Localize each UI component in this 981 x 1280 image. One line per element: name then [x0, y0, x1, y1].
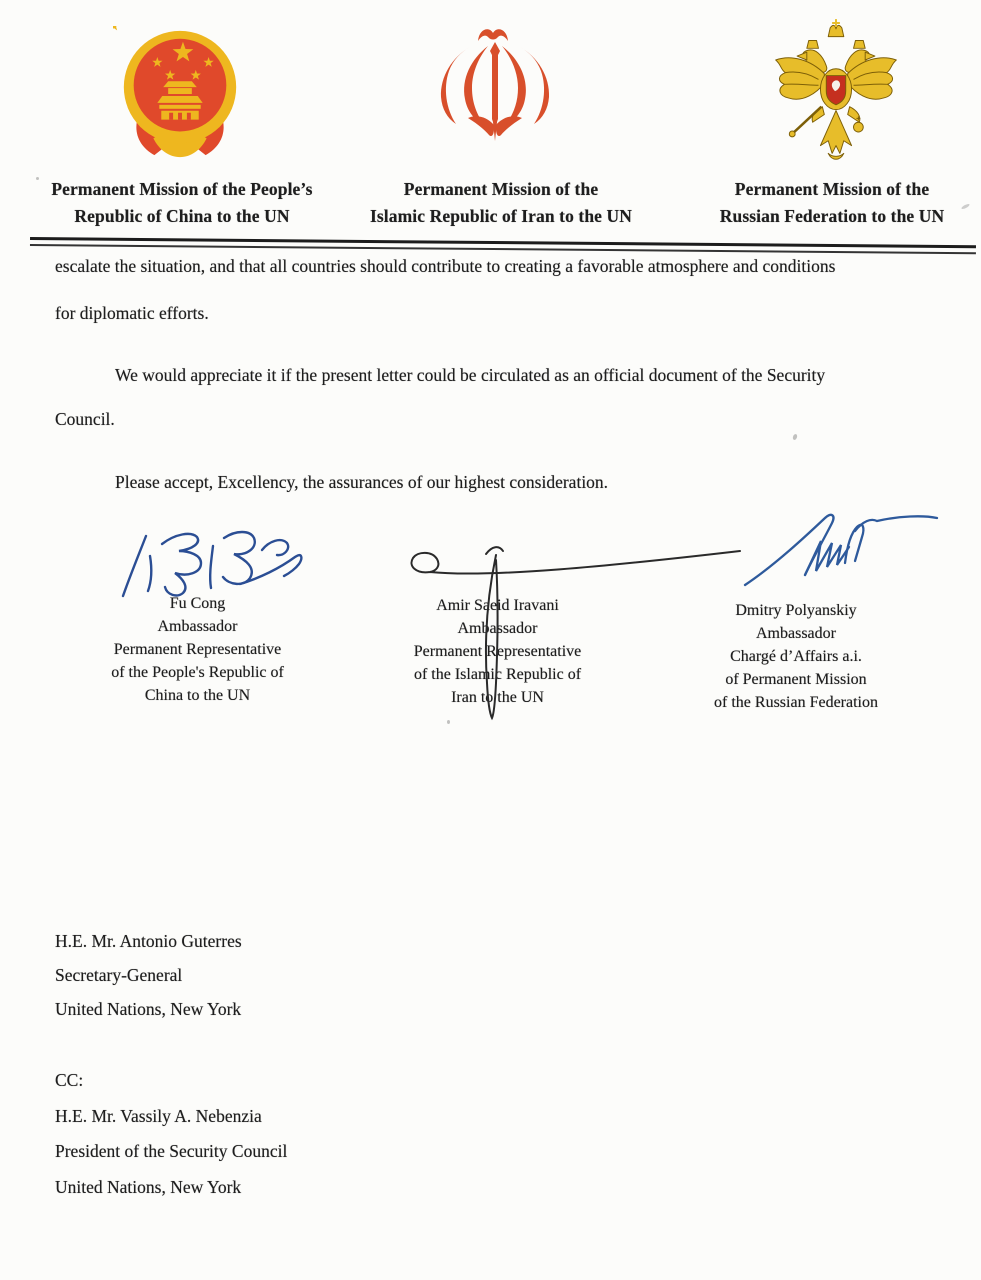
cc-recipient-location: United Nations, New York — [55, 1176, 242, 1197]
signatory-title: Iran to the UN — [451, 689, 544, 706]
signature-block-iran — [375, 594, 620, 709]
dmitry-polyanskiy-handwritten-signature — [737, 503, 952, 598]
body-paragraph2-line1: We would appreciate it if the present letter could be circulated as an official document of the Security — [115, 365, 826, 385]
mission-header-russia-line2: Russian Federation to the UN — [719, 206, 945, 226]
scan-speck — [36, 177, 39, 180]
signatory-name: Dmitry Polyanskiy — [735, 602, 857, 619]
signature-block-russia — [672, 599, 920, 714]
body-paragraph1-line2: for diplomatic efforts. — [55, 303, 209, 323]
signatory-title: of the Russian Federation — [714, 694, 878, 711]
signature-block-china — [75, 592, 320, 707]
signatory-name: Amir Saeid Iravani — [436, 597, 559, 614]
addressee-title: Secretary-General — [55, 965, 183, 985]
mission-header-iran-line2: Islamic Republic of Iran to the UN — [369, 206, 632, 226]
header-divider-rule — [30, 237, 976, 254]
signatory-title: China to the UN — [144, 687, 251, 704]
mission-header-russia — [682, 176, 981, 230]
russia-coat-of-arms-emblem — [764, 16, 908, 176]
iran-emblem-allah-symbol — [441, 29, 549, 141]
signatory-title: Permanent Representative — [413, 643, 582, 660]
signatory-title: Ambassador — [157, 618, 238, 635]
cc-recipient-title: President of the Security Council — [55, 1141, 288, 1161]
china-national-emblem — [113, 26, 247, 162]
mission-header-china-line1: Permanent Mission of the People’s — [51, 179, 313, 199]
mission-header-iran-line1: Permanent Mission of the — [403, 179, 599, 199]
cc-block — [55, 1063, 287, 1205]
addressee-name: H.E. Mr. Antonio Guterres — [55, 931, 242, 951]
china-emblem-gate-arches — [169, 113, 191, 120]
signatory-title: Permanent Representative — [113, 641, 282, 658]
cc-label: CC: — [55, 1070, 84, 1090]
fu-cong-handwritten-signature — [112, 516, 312, 604]
body-closing-courtesy-line: Please accept, Excellency, the assurances of our highest consideration. — [115, 472, 609, 492]
scan-speck — [447, 720, 450, 724]
mission-header-china-line2: Republic of China to the UN — [74, 206, 290, 226]
mission-header-china — [22, 176, 342, 230]
addressee-location: United Nations, New York — [55, 999, 242, 1019]
signatory-title: of the People's Republic of — [111, 664, 284, 681]
scan-speck — [792, 433, 798, 440]
signatory-title: Ambassador — [756, 625, 836, 642]
signatory-name: Fu Cong — [169, 595, 226, 612]
signatory-title: of Permanent Mission — [725, 671, 867, 688]
iran-national-emblem — [432, 22, 558, 154]
body-paragraph2-line2: Council. — [55, 409, 115, 429]
mission-header-iran — [345, 176, 657, 230]
mission-header-russia-line1: Permanent Mission of the — [734, 179, 930, 199]
cc-recipient-name: H.E. Mr. Vassily A. Nebenzia — [55, 1105, 262, 1126]
signatory-title: Ambassador — [457, 620, 538, 637]
body-paragraph1-line1: escalate the situation, and that all countries should contribute to creating a favorable atmosphere and conditions — [55, 256, 836, 276]
addressee-block — [55, 924, 242, 1026]
signatory-title: of the Islamic Republic of — [413, 666, 582, 683]
signatory-title: Chargé d’Affairs a.i. — [730, 648, 862, 665]
